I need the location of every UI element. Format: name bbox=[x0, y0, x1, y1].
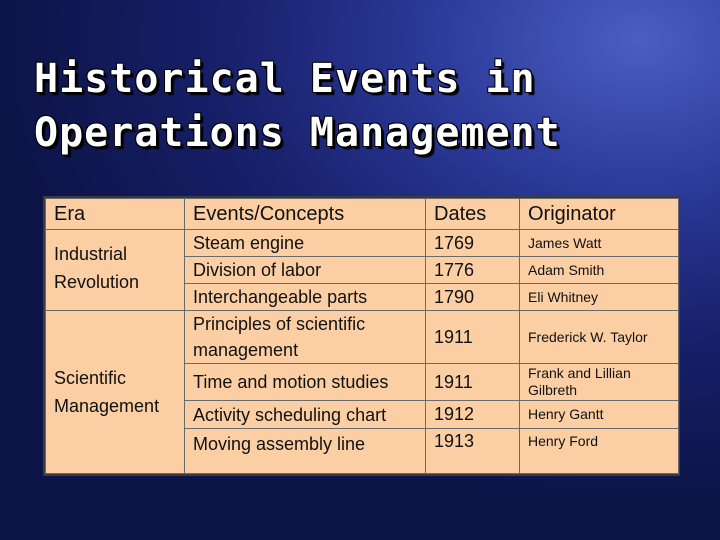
date-cell: 1912 bbox=[426, 401, 520, 429]
era-cell-scientific bbox=[46, 311, 185, 474]
slide-title bbox=[34, 52, 561, 160]
header-events: Events/Concepts bbox=[185, 199, 426, 230]
event-cell: Steam engine bbox=[185, 230, 426, 257]
event-cell: Division of labor bbox=[185, 257, 426, 284]
table-header-row bbox=[46, 199, 679, 230]
originator-cell: Adam Smith bbox=[520, 257, 679, 284]
originator-cell: Frederick W. Taylor bbox=[520, 311, 679, 364]
event-cell: Interchangeable parts bbox=[185, 284, 426, 311]
date-cell: 1911 bbox=[426, 364, 520, 401]
era-label-line: Scientific bbox=[54, 368, 127, 388]
header-era: Era bbox=[46, 199, 185, 230]
originator-cell: Eli Whitney bbox=[520, 284, 679, 311]
era-cell-industrial bbox=[46, 230, 185, 311]
event-cell: Time and motion studies bbox=[185, 364, 426, 401]
era-label-line: Revolution bbox=[54, 272, 140, 292]
date-cell: 1769 bbox=[426, 230, 520, 257]
originator-cell: Henry Gantt bbox=[520, 401, 679, 429]
date-cell: 1790 bbox=[426, 284, 520, 311]
slide-title-line-1: Historical Events in bbox=[34, 56, 536, 102]
event-cell: Activity scheduling chart bbox=[185, 401, 426, 429]
era-label-line: Management bbox=[54, 396, 160, 416]
originator-cell: Frank and Lillian Gilbreth bbox=[520, 364, 679, 401]
originator-cell: James Watt bbox=[520, 230, 679, 257]
originator-cell: Henry Ford bbox=[520, 429, 679, 474]
event-cell: Moving assembly line bbox=[185, 429, 426, 474]
slide-title-line-2: Operations Management bbox=[34, 110, 561, 156]
table-row bbox=[46, 311, 679, 364]
header-dates: Dates bbox=[426, 199, 520, 230]
table-row bbox=[46, 230, 679, 257]
era-label-line: Industrial bbox=[54, 244, 128, 264]
date-cell: 1911 bbox=[426, 311, 520, 364]
date-cell: 1776 bbox=[426, 257, 520, 284]
events-table bbox=[45, 198, 679, 474]
events-table-frame bbox=[43, 196, 680, 476]
event-cell: Principles of scientific management bbox=[185, 311, 426, 364]
header-originator: Originator bbox=[520, 199, 679, 230]
date-cell: 1913 bbox=[426, 429, 520, 474]
